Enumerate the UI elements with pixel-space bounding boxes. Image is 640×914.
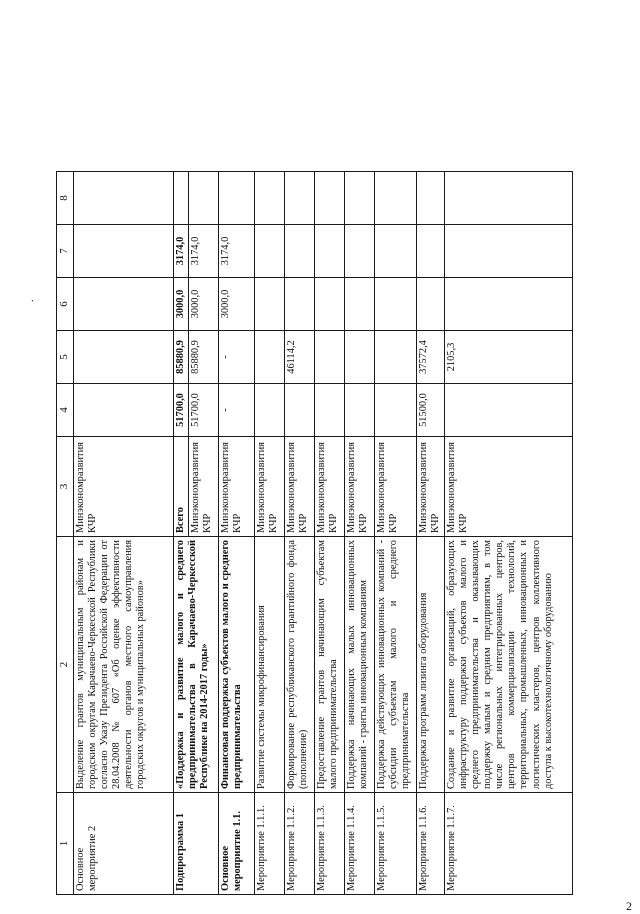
table-row bbox=[219, 172, 255, 895]
row-executor: Минэкономразвития КЧР bbox=[315, 437, 345, 537]
value-cell bbox=[74, 278, 174, 331]
value-cell: 85880,9 bbox=[189, 331, 219, 384]
row-code: Мероприятие 1.1.3. bbox=[315, 793, 345, 895]
row-executor: Минэкономразвития КЧР bbox=[445, 437, 573, 537]
header-row bbox=[57, 172, 74, 895]
table-row bbox=[417, 172, 445, 895]
value-cell: 2105,3 bbox=[445, 331, 573, 384]
table-row bbox=[255, 172, 285, 895]
row-name: Выделение грантов муниципальным районам и городским округам Карачаево-Черкесской Республики согласно Указу Президента Российской Федерации от 28.04.2008 № 607 «Об оценке эффективности деятельности органов местного самоуправления городских округов и муниципальных районов» bbox=[74, 537, 174, 793]
table-row bbox=[74, 172, 174, 895]
value-cell bbox=[345, 384, 375, 437]
value-cell bbox=[285, 225, 315, 278]
value-cell bbox=[255, 172, 285, 225]
value-cell bbox=[345, 172, 375, 225]
value-cell bbox=[345, 331, 375, 384]
value-cell: - bbox=[219, 384, 255, 437]
row-code: Основное мероприятие 2 bbox=[74, 793, 174, 895]
row-code: Мероприятие 1.1.7. bbox=[445, 793, 573, 895]
header-cell: 3 bbox=[57, 437, 74, 537]
program-table bbox=[56, 171, 573, 895]
row-executor: Всего bbox=[174, 437, 189, 537]
row-code: Мероприятие 1.1.4. bbox=[345, 793, 375, 895]
value-cell bbox=[445, 225, 573, 278]
value-cell bbox=[445, 172, 573, 225]
row-executor: Минэкономразвития КЧР bbox=[255, 437, 285, 537]
header-cell: 7 bbox=[57, 225, 74, 278]
value-cell bbox=[285, 384, 315, 437]
row-executor: Минэкономразвития КЧР bbox=[345, 437, 375, 537]
table-row bbox=[315, 172, 345, 895]
row-executor: Минэкономразвития КЧР bbox=[375, 437, 417, 537]
value-cell bbox=[255, 278, 285, 331]
value-cell: 85880,9 bbox=[174, 331, 189, 384]
row-code: Мероприятие 1.1.6. bbox=[417, 793, 445, 895]
header-cell: 6 bbox=[57, 278, 74, 331]
value-cell: 3000,0 bbox=[219, 278, 255, 331]
scan-mark: . bbox=[24, 299, 36, 302]
value-cell: 3174,0 bbox=[219, 225, 255, 278]
value-cell bbox=[417, 278, 445, 331]
row-name: Поддержка действующих инновационных компаний - субсидии субъектам малого и среднего предпринимательства bbox=[375, 537, 417, 793]
row-name: Поддержка начинающих малых инновационных компаний - гранты инновационным компаниям bbox=[345, 537, 375, 793]
row-code: Основное мероприятие 1.1. bbox=[219, 793, 255, 895]
row-name: Предоставление грантов начинающим субъектам малого предпринимательства bbox=[315, 537, 345, 793]
value-cell bbox=[285, 278, 315, 331]
row-code: Мероприятие 1.1.5. bbox=[375, 793, 417, 895]
value-cell: 46114,2 bbox=[285, 331, 315, 384]
value-cell bbox=[345, 225, 375, 278]
header-cell: 5 bbox=[57, 331, 74, 384]
value-cell: 51700,0 bbox=[174, 384, 189, 437]
value-cell bbox=[189, 172, 219, 225]
row-code: Подпрограмма 1 bbox=[174, 793, 219, 895]
value-cell bbox=[375, 172, 417, 225]
row-code: Мероприятие 1.1.2. bbox=[285, 793, 315, 895]
value-cell: 3000,0 bbox=[189, 278, 219, 331]
value-cell bbox=[255, 331, 285, 384]
row-name: Формирование республиканского гарантийного фонда (пополнение) bbox=[285, 537, 315, 793]
value-cell: 37572,4 bbox=[417, 331, 445, 384]
header-cell: 4 bbox=[57, 384, 74, 437]
row-name: Финансовая поддержка субъектов малого и среднего предпринимательства bbox=[219, 537, 255, 793]
row-name: «Поддержка и развитие малого и среднего предпринимательства в Карачаево-Черкесской Республике на 2014-2017 годы» bbox=[174, 537, 219, 793]
header-cell: 2 bbox=[57, 537, 74, 793]
value-cell: 51500,0 bbox=[417, 384, 445, 437]
table-row bbox=[345, 172, 375, 895]
page-number: 2 bbox=[626, 899, 632, 913]
value-cell bbox=[174, 172, 189, 225]
value-cell bbox=[74, 172, 174, 225]
value-cell bbox=[315, 225, 345, 278]
value-cell bbox=[285, 172, 315, 225]
value-cell bbox=[345, 278, 375, 331]
value-cell bbox=[375, 225, 417, 278]
value-cell bbox=[315, 278, 345, 331]
value-cell bbox=[375, 384, 417, 437]
value-cell: - bbox=[219, 331, 255, 384]
value-cell bbox=[74, 331, 174, 384]
row-executor: Минэкономразвития КЧР bbox=[285, 437, 315, 537]
value-cell bbox=[375, 278, 417, 331]
value-cell bbox=[417, 225, 445, 278]
row-name: Развитие системы микрофинансирования bbox=[255, 537, 285, 793]
value-cell bbox=[315, 384, 345, 437]
value-cell bbox=[417, 172, 445, 225]
header-cell: 1 bbox=[57, 793, 74, 895]
row-code: Мероприятие 1.1.1. bbox=[255, 793, 285, 895]
table-row bbox=[174, 172, 189, 895]
value-cell bbox=[315, 331, 345, 384]
value-cell bbox=[255, 225, 285, 278]
row-executor: Минэкономразвития КЧР bbox=[189, 437, 219, 537]
value-cell bbox=[445, 278, 573, 331]
row-name: Поддержка программ лизинга оборудования bbox=[417, 537, 445, 793]
value-cell bbox=[255, 384, 285, 437]
value-cell: 3000,0 bbox=[174, 278, 189, 331]
value-cell bbox=[74, 225, 174, 278]
row-name: Создание и развитие организаций, образующих инфраструктуру поддержки субъектов малого и среднего предпринимательства и оказывающих поддержку малым и средним предприятиям, в том числе региональных интегрированных центров, центров коммерциализации технологий, территориальных, промышленных, инновационных и логистических кластеров, центров коллективного доступа к высокотехнологичному оборудованию bbox=[445, 537, 573, 793]
value-cell: 51700,0 bbox=[189, 384, 219, 437]
header-cell: 8 bbox=[57, 172, 74, 225]
value-cell bbox=[375, 331, 417, 384]
row-executor: Минэкономразвития КЧР bbox=[219, 437, 255, 537]
value-cell: 3174,0 bbox=[189, 225, 219, 278]
table-row bbox=[375, 172, 417, 895]
value-cell bbox=[219, 172, 255, 225]
value-cell bbox=[445, 384, 573, 437]
row-executor: Минэкономразвития КЧР bbox=[74, 437, 174, 537]
value-cell bbox=[315, 172, 345, 225]
value-cell bbox=[74, 384, 174, 437]
table-row bbox=[285, 172, 315, 895]
value-cell: 3174,0 bbox=[174, 225, 189, 278]
table-row bbox=[445, 172, 573, 895]
row-executor: Минэкономразвития КЧР bbox=[417, 437, 445, 537]
